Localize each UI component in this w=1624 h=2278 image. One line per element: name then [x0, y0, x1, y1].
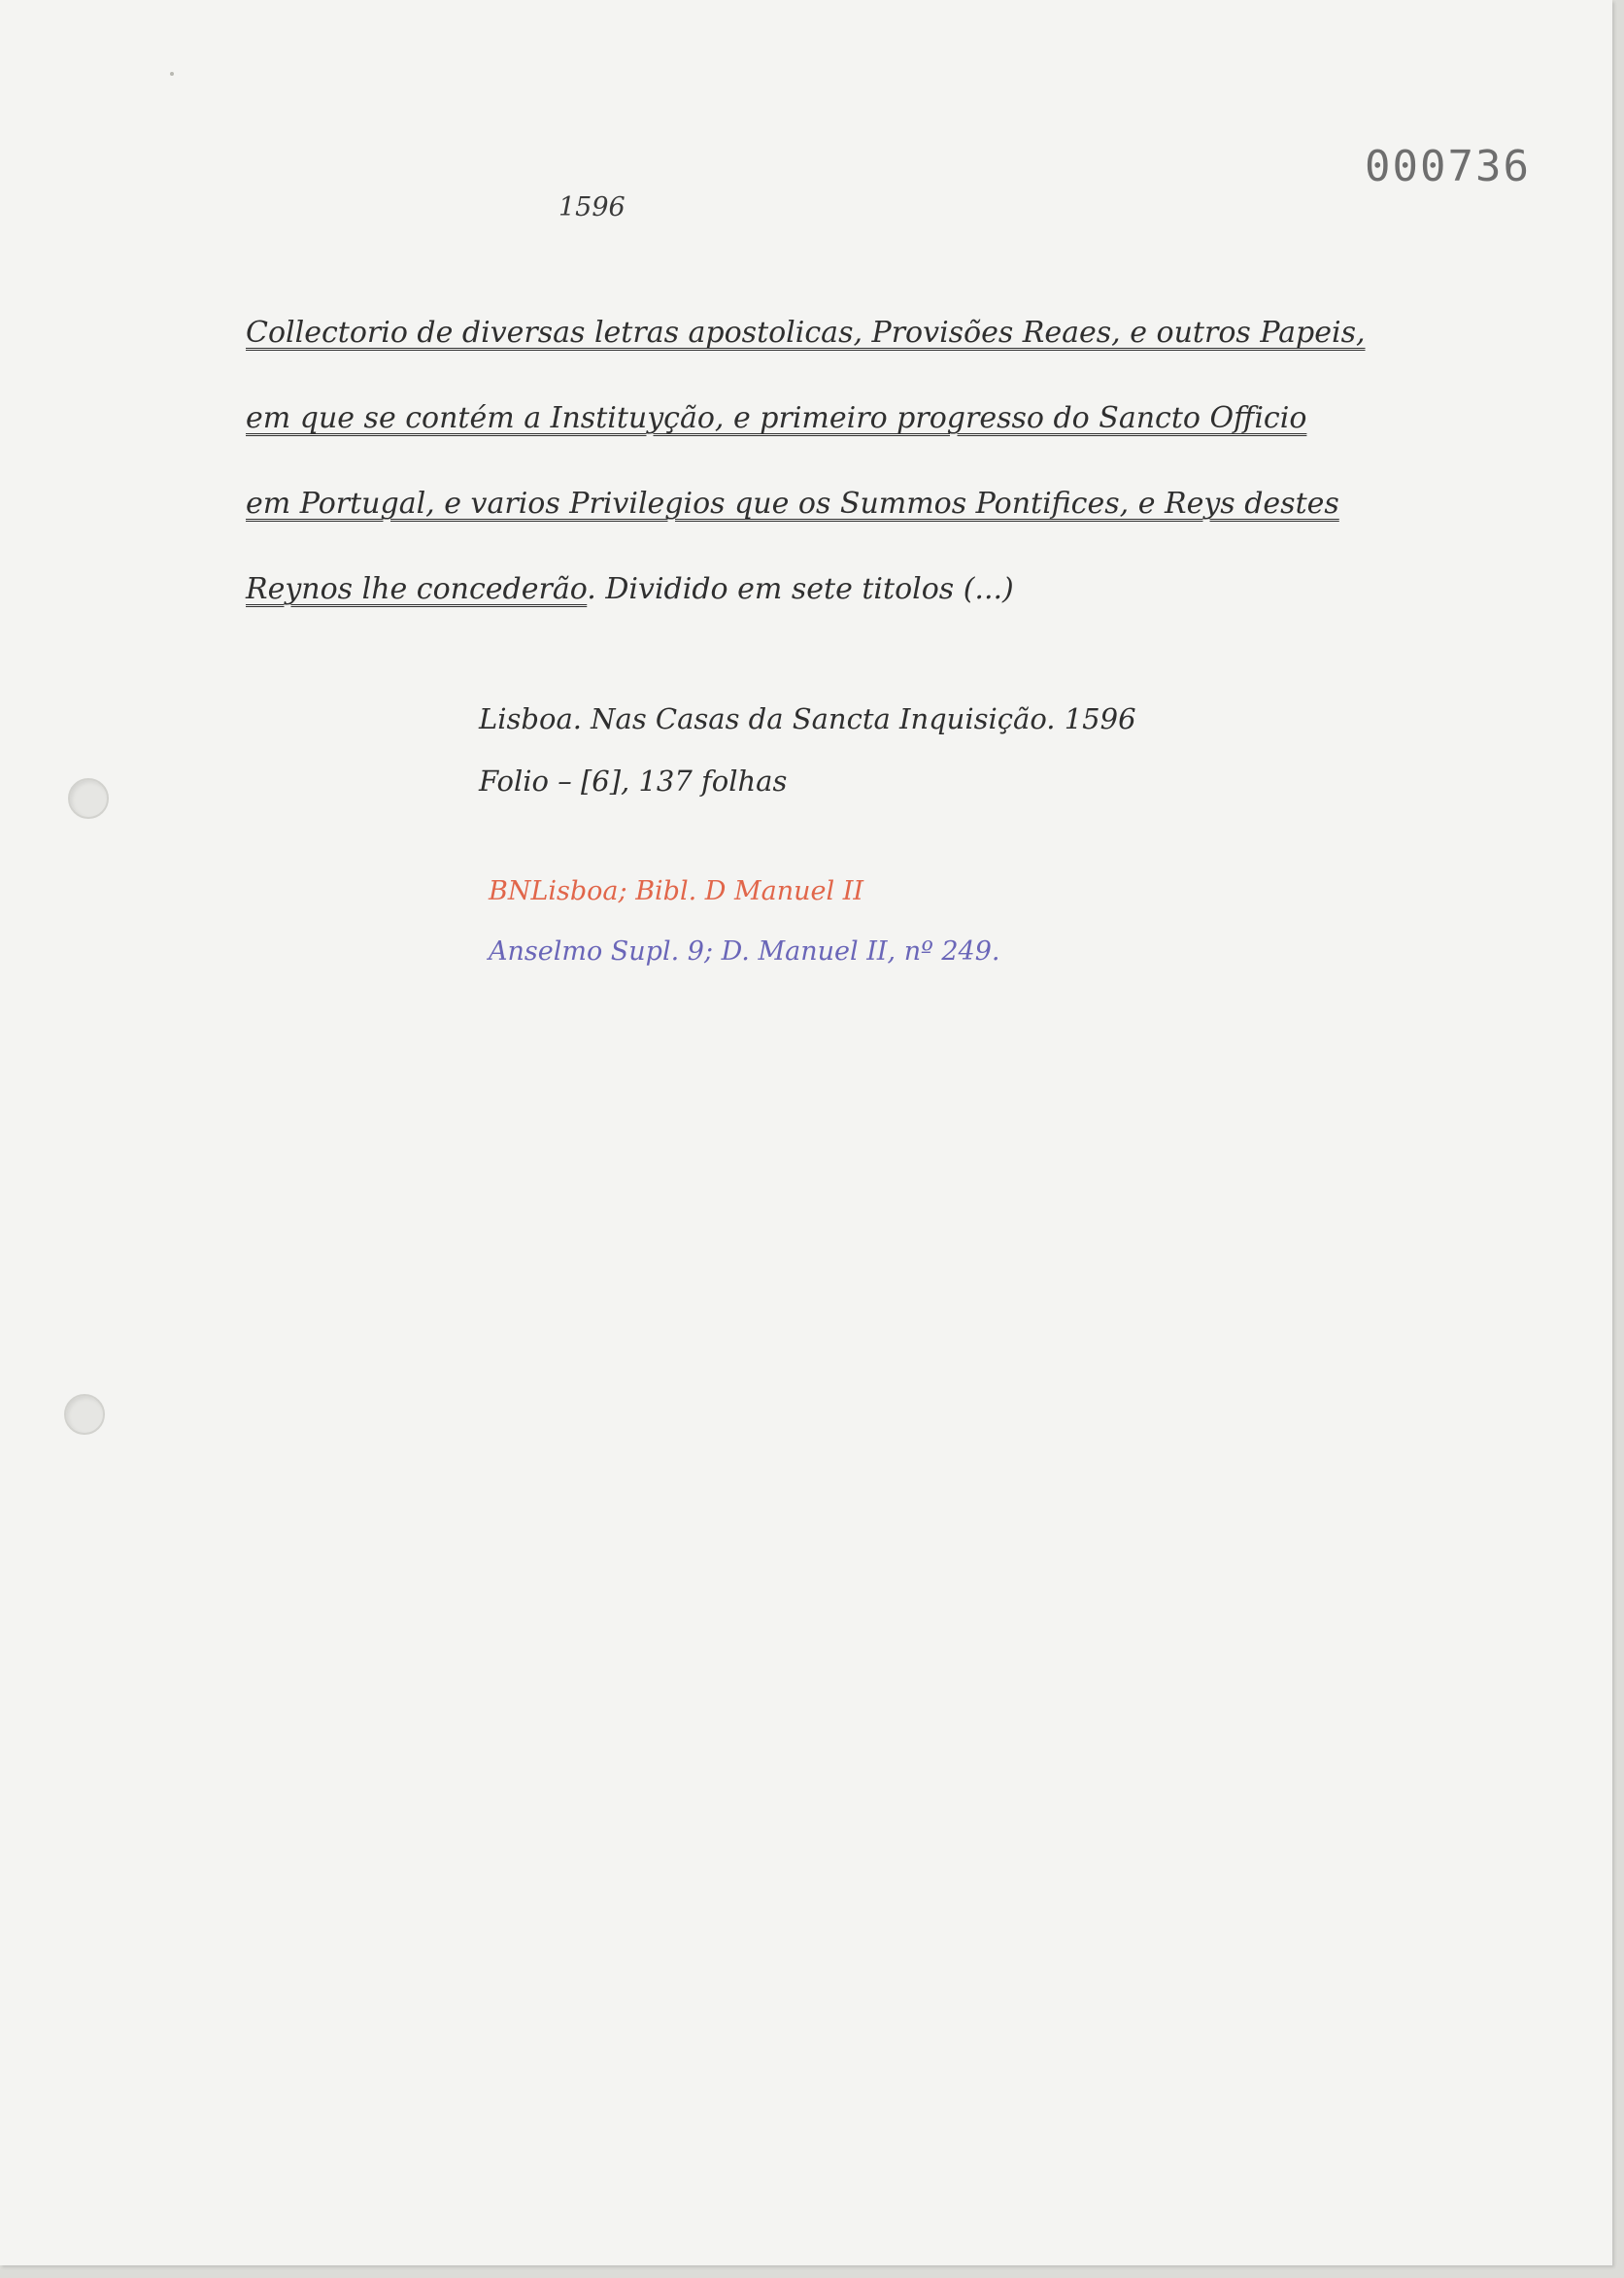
title-text-3: em Portugal, e varios Privilegios que os Summos Pontifices, e Reys destes: [246, 487, 1339, 521]
stamp-number: 000736: [1365, 142, 1531, 191]
title-block: [246, 313, 1460, 655]
imprint-block: [479, 699, 1136, 824]
imprint-collation-line: Folio – [6], 137 folhas: [479, 765, 788, 798]
title-line-4: [246, 569, 1460, 626]
title-text-4-underlined: Reynos lhe concederão: [246, 572, 588, 606]
bibliographic-citation: Anselmo Supl. 9; D. Manuel II, nº 249.: [489, 936, 1000, 967]
imprint-place-line: Lisboa. Nas Casas da Sancta Inquisição. 1596: [479, 702, 1136, 735]
punch-hole-top: [68, 778, 109, 819]
title-line-3: [246, 484, 1460, 540]
punch-hole-bottom: [64, 1394, 105, 1435]
paper-speck: [170, 72, 174, 76]
title-line-1: [246, 313, 1460, 369]
location-reference: BNLisboa; Bibl. D Manuel II: [489, 876, 864, 906]
year-heading: 1596: [558, 192, 626, 222]
title-text-1: Collectorio de diversas letras apostolicas, Provisões Reaes, e outros Papeis,: [246, 316, 1366, 350]
title-line-2: [246, 398, 1460, 455]
references-block: [489, 872, 999, 981]
title-text-4-rest: . Dividido em sete titolos (...): [587, 572, 1014, 606]
title-text-2: em que se contém a Instituyção, e primeiro progresso do Sancto Officio: [246, 401, 1307, 435]
